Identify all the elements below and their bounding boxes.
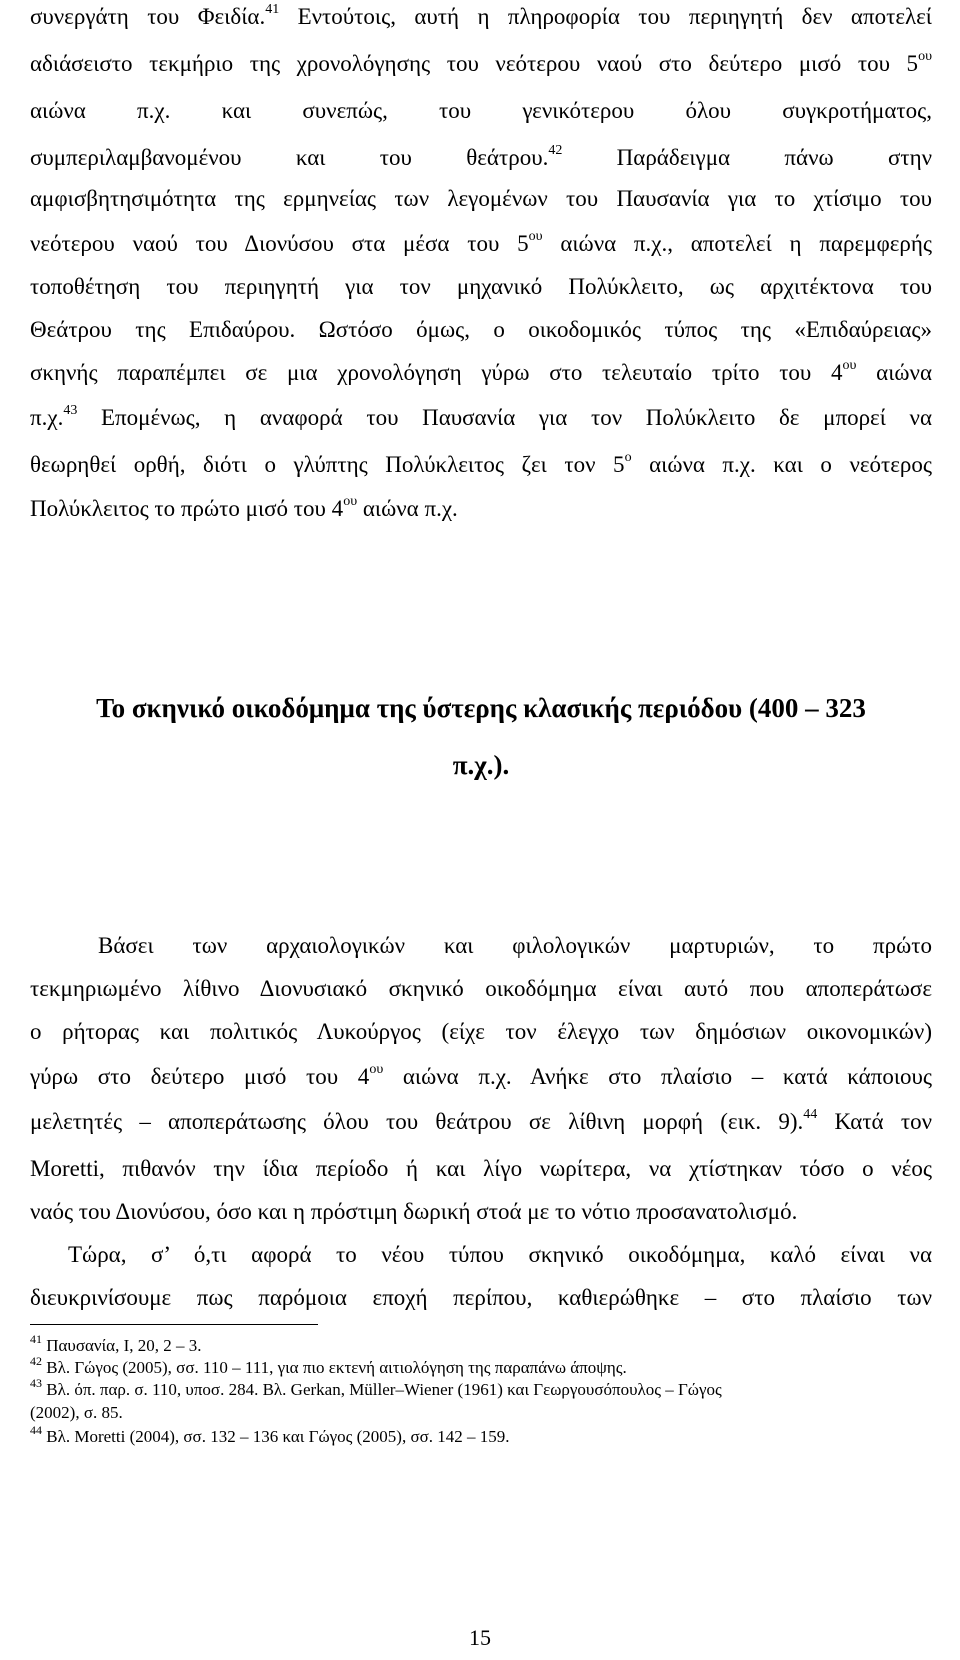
text-line: Moretti, πιθανόν την ίδια περίοδο ή και λίγο νωρίτερα, να χτίστηκαν τόσο ο νέος bbox=[30, 1156, 932, 1181]
text-line: ο ρήτορας και πολιτικός Λυκούργος (είχε τον έλεγχο των δημόσιων οικονομικών) bbox=[30, 1019, 932, 1044]
text-line: αδιάσειστο τεκμήριο της χρονολόγησης του νεότερου ναού στο δεύτερο μισό του $5^{o\upsilon}$ bbox=[30, 49, 932, 76]
text-line: Πολύκλειτος το πρώτο μισό του $4^{o\upsilon}$ αιώνα π.χ. bbox=[30, 494, 458, 521]
text-line: αιώνα π.χ. και συνεπώς, του γενικότερου όλου συγκροτήματος, bbox=[30, 98, 932, 123]
text-line: νεότερου ναού του Διονύσου στα μέσα του $5^{o\upsilon}$ αιώνα π.χ., αποτελεί η παρεμφερής bbox=[30, 229, 932, 256]
text-line: τοποθέτηση του περιηγητή για τον μηχανικό Πολύκλειτο, ως αρχιτέκτονα του bbox=[30, 274, 932, 299]
footnote: $^{41}$ Παυσανία, Ι, 20, 2 – 3. bbox=[30, 1332, 202, 1355]
footnote: $^{44}$ Βλ. Moretti (2004), σσ. 132 – 136 και Γώγος (2005), σσ. 142 – 159. bbox=[30, 1423, 510, 1446]
text-line: σκηνής παραπέμπει σε μια χρονολόγηση γύρω στο τελευταίο τρίτο του $4^{o\upsilon}$ αιώνα bbox=[30, 358, 933, 385]
footnote-ref[interactable]: 44 bbox=[803, 1107, 818, 1123]
section-heading: Το σκηνικό οικοδόμημα της ύστερης κλασικής περιόδου (400 – 323 bbox=[96, 693, 866, 723]
text-line: τεκμηριωμένο λίθινο Διονυσιακό σκηνικό οικοδόμημα είναι αυτό που αποπεράτωσε bbox=[30, 976, 932, 1001]
footnote: $^{42}$ Βλ. Γώγος (2005), σσ. 110 – 111, για πιο εκτενή αιτιολόγηση της παραπάνω άποψης. bbox=[30, 1354, 627, 1377]
text-line: συμπεριλαμβανομένου και του θεάτρου.$^{42}$ Παράδειγμα πάνω στην bbox=[30, 143, 933, 170]
text-line: μελετητές – αποπεράτωσης όλου του θεάτρου σε λίθινη μορφή (εικ. 9).$^{44}$ Κατά τον bbox=[30, 1107, 932, 1134]
footnote-ref[interactable]: 42 bbox=[548, 143, 563, 159]
text-line: θεωρηθεί ορθή, διότι ο γλύπτης Πολύκλειτος ζει τον $5^o$ αιώνα π.χ. και ο νεότερος bbox=[30, 450, 932, 477]
page-number: 15 bbox=[469, 1625, 491, 1650]
text-line: Βάσει των αρχαιολογικών και φιλολογικών μαρτυριών, το πρώτο bbox=[98, 933, 932, 958]
text-line: συνεργάτη του Φειδία.$^{41}$ Εντούτοις, αυτή η πληροφορία του περιηγητή δεν αποτελεί bbox=[30, 2, 932, 29]
text-line: διευκρινίσουμε πως παρόμοια εποχή περίπου, καθιερώθηκε – στο πλαίσιο των bbox=[30, 1285, 932, 1310]
text-line: π.χ.$^{43}$ Επομένως, η αναφορά του Παυσανία για τον Πολύκλειτο δε μπορεί να bbox=[30, 403, 932, 430]
section-heading-cont: π.χ.). bbox=[452, 750, 510, 780]
footnote-separator bbox=[30, 1324, 318, 1325]
footnote-cont: (2002), σ. 85. bbox=[30, 1403, 123, 1422]
footnote-ref[interactable]: 41 bbox=[265, 2, 280, 18]
text-line: αμφισβητησιμότητα της ερμηνείας των λεγομένων του Παυσανία για το χτίσιμο του bbox=[30, 186, 932, 211]
footnote-ref[interactable]: 43 bbox=[63, 403, 78, 419]
text-line: γύρω στο δεύτερο μισό του $4^{o\upsilon}$ αιώνα π.χ. Ανήκε στο πλαίσιο – κατά κάποιους bbox=[30, 1062, 932, 1089]
text-line: Τώρα, σ’ ό,τι αφορά το νέου τύπου σκηνικό οικοδόμημα, καλό είναι να bbox=[68, 1242, 932, 1267]
footnote: $^{43}$ Βλ. όπ. παρ. σ. 110, υποσ. 284. Βλ. Gerkan, Müller–Wiener (1961) και Γεωργουσόπουλος – Γώγος bbox=[30, 1376, 722, 1399]
text-line: ναός του Διονύσου, όσο και η πρόστιμη δωρική στοά με το νότιο προσανατολισμό. bbox=[30, 1199, 798, 1224]
text-line: Θεάτρου της Επιδαύρου. Ωστόσο όμως, ο οικοδομικός τύπος της «Επιδαύρειας» bbox=[30, 317, 932, 342]
